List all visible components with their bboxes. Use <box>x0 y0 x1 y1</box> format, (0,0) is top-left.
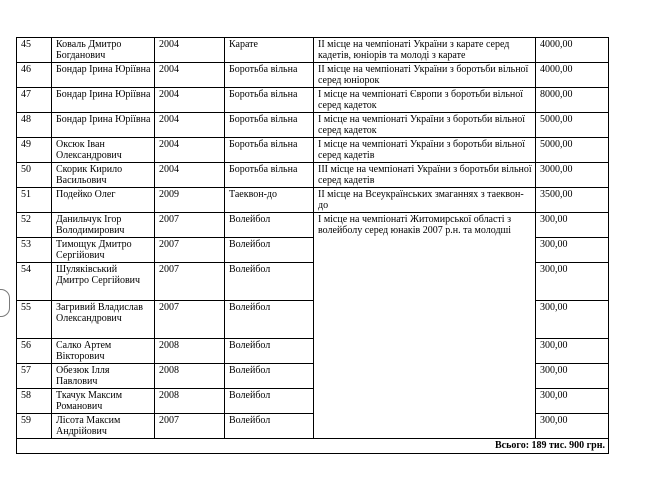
birth-year: 2004 <box>155 113 225 138</box>
achievement: ІІ місце на чемпіонаті України з боротьби вільної серед юніорок <box>314 63 536 88</box>
row-number: 56 <box>17 339 52 364</box>
birth-year: 2004 <box>155 163 225 188</box>
sport: Боротьба вільна <box>225 113 314 138</box>
amount: 300,00 <box>536 339 609 364</box>
athlete-name: Коваль Дмитро Богданович <box>52 38 155 63</box>
birth-year: 2008 <box>155 364 225 389</box>
achievement: ІІІ місце на чемпіонаті України з боротьби вільної серед кадетів <box>314 163 536 188</box>
row-number: 51 <box>17 188 52 213</box>
birth-year: 2004 <box>155 138 225 163</box>
amount: 3000,00 <box>536 163 609 188</box>
birth-year: 2007 <box>155 238 225 263</box>
row-number: 52 <box>17 213 52 238</box>
row-number: 46 <box>17 63 52 88</box>
athlete-name: Бондар Ірина Юріївна <box>52 63 155 88</box>
athlete-name: Салко Артем Вікторович <box>52 339 155 364</box>
table-row <box>17 63 609 88</box>
athlete-name: Обезюк Ілля Павлович <box>52 364 155 389</box>
awards-table <box>16 37 609 454</box>
athlete-name: Ткачук Максим Романович <box>52 389 155 414</box>
amount: 300,00 <box>536 414 609 439</box>
sport: Волейбол <box>225 339 314 364</box>
amount: 3500,00 <box>536 188 609 213</box>
athlete-name: Бондар Ірина Юріївна <box>52 88 155 113</box>
row-number: 53 <box>17 238 52 263</box>
birth-year: 2004 <box>155 38 225 63</box>
amount: 300,00 <box>536 213 609 238</box>
row-number: 57 <box>17 364 52 389</box>
amount: 4000,00 <box>536 63 609 88</box>
table-row <box>17 88 609 113</box>
sport: Волейбол <box>225 238 314 263</box>
birth-year: 2004 <box>155 63 225 88</box>
athlete-name: Подейко Олег <box>52 188 155 213</box>
table-row <box>17 213 609 238</box>
table-row <box>17 188 609 213</box>
sport: Таеквон-до <box>225 188 314 213</box>
birth-year: 2004 <box>155 88 225 113</box>
sport: Волейбол <box>225 301 314 339</box>
sport: Волейбол <box>225 263 314 301</box>
row-number: 45 <box>17 38 52 63</box>
athlete-name: Шуляківський Дмитро Сергійович <box>52 263 155 301</box>
row-number: 50 <box>17 163 52 188</box>
amount: 8000,00 <box>536 88 609 113</box>
achievement: І місце на чемпіонаті України з боротьби вільної серед кадеток <box>314 113 536 138</box>
birth-year: 2007 <box>155 414 225 439</box>
achievement: І місце на чемпіонаті Європи з боротьби вільної серед кадеток <box>314 88 536 113</box>
achievement: І місце на чемпіонаті України з боротьби вільної серед кадетів <box>314 138 536 163</box>
row-number: 49 <box>17 138 52 163</box>
row-number: 59 <box>17 414 52 439</box>
amount: 300,00 <box>536 238 609 263</box>
athlete-name: Тимощук Дмитро Сергійович <box>52 238 155 263</box>
sport: Боротьба вільна <box>225 163 314 188</box>
row-number: 47 <box>17 88 52 113</box>
sport: Волейбол <box>225 389 314 414</box>
sport: Волейбол <box>225 213 314 238</box>
athlete-name: Лісота Максим Андрійович <box>52 414 155 439</box>
row-number: 48 <box>17 113 52 138</box>
table-row <box>17 113 609 138</box>
achievement: ІІ місце на Всеукраїнських змаганнях з таеквон-до <box>314 188 536 213</box>
table-row <box>17 163 609 188</box>
amount: 300,00 <box>536 301 609 339</box>
sport: Боротьба вільна <box>225 63 314 88</box>
amount: 4000,00 <box>536 38 609 63</box>
birth-year: 2008 <box>155 339 225 364</box>
row-number: 54 <box>17 263 52 301</box>
side-scroll-handle[interactable] <box>0 289 10 317</box>
athlete-name: Бондар Ірина Юріївна <box>52 113 155 138</box>
amount: 5000,00 <box>536 113 609 138</box>
sport: Боротьба вільна <box>225 138 314 163</box>
amount: 300,00 <box>536 389 609 414</box>
sport: Волейбол <box>225 414 314 439</box>
birth-year: 2008 <box>155 389 225 414</box>
achievement: ІІ місце на чемпіонаті України з карате серед кадетів, юніорів та молоді з карате <box>314 38 536 63</box>
table-row <box>17 38 609 63</box>
athlete-name: Загривий Владислав Олександрович <box>52 301 155 339</box>
sport: Карате <box>225 38 314 63</box>
athlete-name: Оксюк Іван Олександрович <box>52 138 155 163</box>
sport: Волейбол <box>225 364 314 389</box>
achievement: І місце на чемпіонаті Житомирської області з волейболу серед юнаків 2007 р.н. та молодші <box>314 213 536 439</box>
birth-year: 2007 <box>155 263 225 301</box>
grand-total: Всього: 189 тис. 900 грн. <box>17 439 609 454</box>
birth-year: 2007 <box>155 301 225 339</box>
table-row <box>17 138 609 163</box>
birth-year: 2009 <box>155 188 225 213</box>
athlete-name: Данильчук Ігор Володимирович <box>52 213 155 238</box>
total-row <box>17 439 609 454</box>
row-number: 58 <box>17 389 52 414</box>
amount: 300,00 <box>536 364 609 389</box>
sport: Боротьба вільна <box>225 88 314 113</box>
row-number: 55 <box>17 301 52 339</box>
birth-year: 2007 <box>155 213 225 238</box>
athlete-name: Скорик Кирило Васильович <box>52 163 155 188</box>
amount: 300,00 <box>536 263 609 301</box>
amount: 5000,00 <box>536 138 609 163</box>
